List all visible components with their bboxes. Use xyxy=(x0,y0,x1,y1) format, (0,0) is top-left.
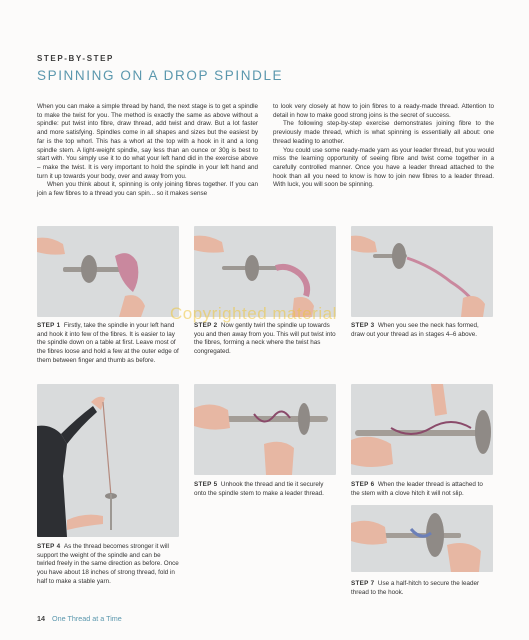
book-title: One Thread at a Time xyxy=(52,614,122,623)
page-footer xyxy=(37,614,122,623)
intro-paragraph: When you can make a simple thread by hand, the next stage is to get a spindle to make the twist for you. The method is exactly the same as above without a spindle: put twist into fibre, draw thread, add twist and draw. But a lot faster and more satisfying. Spindles come in all shapes and sizes but the easiest by far is the top whorl. This has a whorl at the top with a hook in it and a long spindle stem. A light-weight spindle, say less than an ounce or 30g is best to start with. You simply use it to do what your left hand did in the exercise above – make the twist. It is very important to hold the spindle in your left hand and turn it up towards your body, over and away from you. xyxy=(37,103,258,180)
intro-paragraph: to look very closely at how to join fibres to a ready-made thread. Attention to detail in how to make good strong joins is the secret of success. xyxy=(273,103,494,119)
step-text: When the leader thread is attached to the stem with a clove hitch it will not slip. xyxy=(351,481,483,497)
step-1-caption xyxy=(37,322,179,366)
step-2-caption xyxy=(194,322,336,357)
watermark: Copyrighted material xyxy=(170,304,337,323)
intro-paragraph: You could use some ready-made yarn as your leader thread, but you would miss the learning opportunity of seeing fibre and twist come together in a carefully controlled manner. Once you have a leader thread attached to the hook than all you need to know is how to join new fibres to a leader thread. With luck, you will soon be spinning. xyxy=(273,146,494,189)
step-label: STEP 7 xyxy=(351,580,375,587)
step-text: Firstly, take the spindle in your left hand and hook it into few of the fibres. It is easier to lay the spindle down on a table at first. Leave most of the fibres loose and hold a few at the outer edge of them between finger and thumb as before. xyxy=(37,322,179,364)
step-label: STEP 5 xyxy=(194,481,218,488)
section-kicker: STEP-BY-STEP xyxy=(37,54,114,63)
step-3-photo xyxy=(351,226,493,317)
page-number: 14 xyxy=(37,614,45,623)
step-text: Use a half-hitch to secure the leader thread to the hook. xyxy=(351,580,480,596)
page-title: SPINNING ON A DROP SPINDLE xyxy=(37,68,284,83)
step-text: As the thread becomes stronger it will support the weight of the spindle and can be twirled freely in the same direction as before. Once you have about 18 inches of strong thread, fold in half to make a stable yarn. xyxy=(37,543,179,585)
step-4-photo xyxy=(37,384,179,537)
step-5-photo xyxy=(194,384,336,475)
step-label: STEP 2 xyxy=(194,322,218,329)
step-6-caption xyxy=(351,481,493,498)
intro-paragraph: When you think about it, spinning is only joining fibres together. If you can join a few fibres to a thread you can spin... so it makes sense xyxy=(37,181,258,198)
step-text: When you see the neck has formed, draw out your thread as in stages 4–6 above. xyxy=(351,322,479,338)
step-1-photo xyxy=(37,226,179,317)
intro-column-left xyxy=(37,103,258,199)
step-3-caption xyxy=(351,322,493,339)
intro-paragraph: The following step-by-step exercise demonstrates joining fibre to the previously made thread, which is what spinning is essentially all about: one thread leading to another. xyxy=(273,120,494,145)
step-6-photo xyxy=(351,384,493,475)
intro-column-right xyxy=(273,103,494,190)
step-4-caption xyxy=(37,543,179,587)
step-label: STEP 1 xyxy=(37,322,61,329)
step-text: Unhook the thread and tie it securely onto the spindle stem to make a leader thread. xyxy=(194,481,324,497)
step-label: STEP 3 xyxy=(351,322,375,329)
step-label: STEP 4 xyxy=(37,543,61,550)
step-5-caption xyxy=(194,481,336,498)
step-text: Now gently twirl the spindle up towards you and then away from you. This will put twist into the fibres, forming a neck where the twist has congregated. xyxy=(194,322,336,356)
step-label: STEP 6 xyxy=(351,481,375,488)
step-7-photo xyxy=(351,505,493,572)
step-7-caption xyxy=(351,580,493,597)
